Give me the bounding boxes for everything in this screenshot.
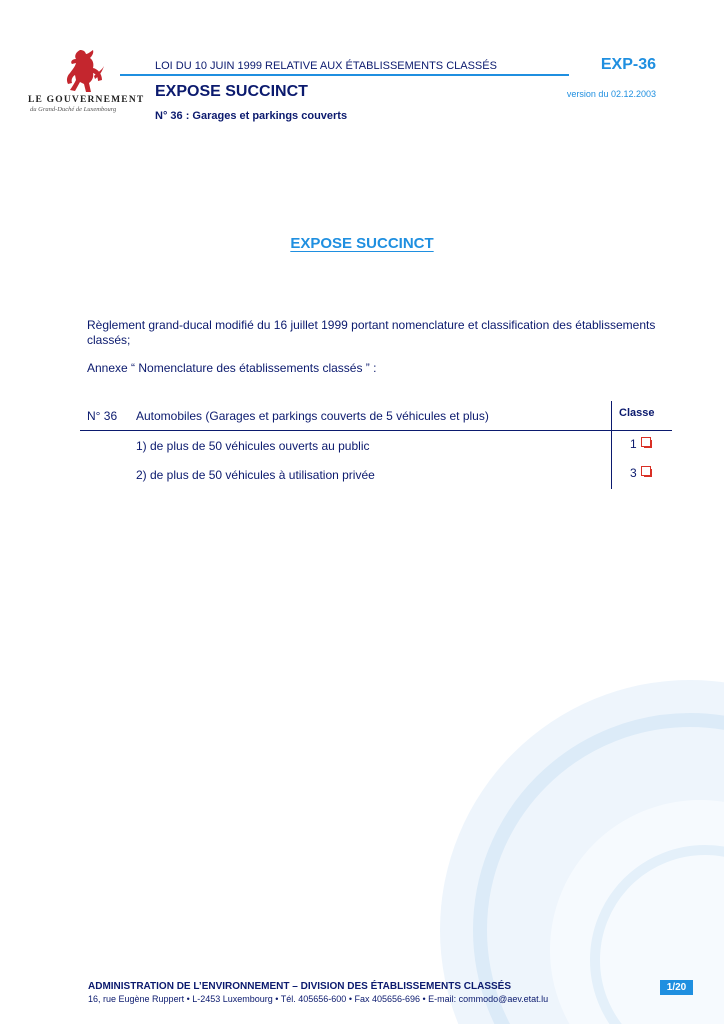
red-lion-icon <box>58 46 108 96</box>
header-title: EXPOSE SUCCINCT <box>155 83 308 100</box>
annex-paragraph: Annexe “ Nomenclature des établissements classés ” : <box>87 361 377 375</box>
page-number: 1/20 <box>660 980 693 995</box>
footer-contact: 16, rue Eugène Ruppert • L-2453 Luxembourg • Tél. 405656-600 • Fax 405656-696 • E-mail: commodo@aev.etat.lu <box>88 994 549 1004</box>
checkbox-icon[interactable] <box>641 437 651 447</box>
table-number: N° 36 <box>87 409 118 423</box>
row-class: 1 <box>630 437 637 451</box>
document-code: EXP-36 <box>600 56 656 73</box>
table-vertical-rule <box>611 401 612 489</box>
logo-subtitle: du Grand-Duché de Luxembourg <box>30 106 117 113</box>
header-subtitle: N° 36 : Garages et parkings couverts <box>155 110 348 122</box>
regulation-paragraph: Règlement grand-ducal modifié du 16 juillet 1999 portant nomenclature et classification des établissements classés; <box>87 318 656 347</box>
version-date: version du 02.12.2003 <box>566 89 656 99</box>
logo-title: LE GOUVERNEMENT <box>28 95 145 105</box>
row-text: 2) de plus de 50 véhicules à utilisation privée <box>136 468 375 482</box>
header-rule <box>120 74 569 76</box>
page-title-text: EXPOSE SUCCINCT <box>290 235 434 252</box>
checkbox-icon[interactable] <box>641 466 651 476</box>
table-description: Automobiles (Garages et parkings couverts de 5 véhicules et plus) <box>136 409 489 423</box>
footer-organization: ADMINISTRATION DE L’ENVIRONNEMENT – DIVISION DES ÉTABLISSEMENTS CLASSÉS <box>88 981 512 992</box>
row-class: 3 <box>630 466 637 480</box>
table-class-header: Classe <box>619 407 655 419</box>
page-title <box>0 235 724 252</box>
government-logo <box>28 46 145 116</box>
row-text: 1) de plus de 50 véhicules ouverts au public <box>136 439 370 453</box>
table-horizontal-rule <box>80 430 672 431</box>
law-reference: LOI DU 10 JUIN 1999 RELATIVE AUX ÉTABLISSEMENTS CLASSÉS <box>155 60 497 72</box>
